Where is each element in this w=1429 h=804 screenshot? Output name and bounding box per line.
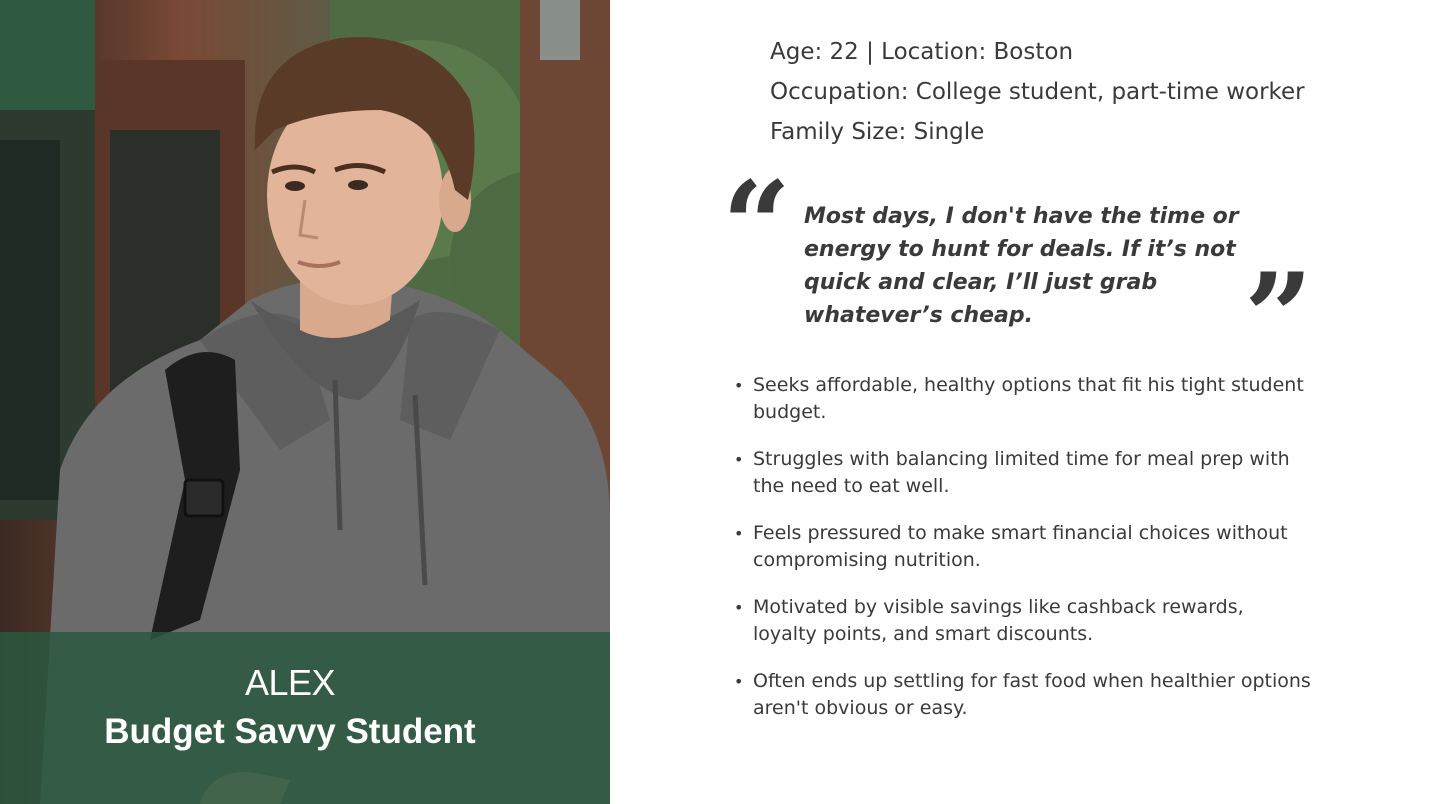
traits-list: [732, 372, 1312, 742]
demographic-family-size: Family Size: Single: [770, 119, 985, 145]
persona-role: Budget Savvy Student: [104, 712, 476, 751]
demographics-list: [770, 32, 1370, 152]
persona-quote: Most days, I don't have the time or energy to hunt for deals. If it’s not quick and clear, I’ll just grab whatever’s cheap.: [804, 204, 1239, 328]
demographic-age-location: Age: 22 | Location: Boston: [770, 39, 1074, 65]
trait-item: • Feels pressured to make smart financial choices without compromising nutrition.: [732, 520, 1312, 574]
trait-item: • Struggles with balancing limited time for meal prep with the need to eat well.: [732, 446, 1312, 500]
open-quote-icon: “: [722, 155, 792, 296]
persona-photo: [0, 0, 610, 804]
demographic-occupation: Occupation: College student, part-time worker: [770, 79, 1305, 105]
trait-item: • Motivated by visible savings like cashback rewards, loyalty points, and smart discounts.: [732, 594, 1312, 648]
trait-item: • Seeks affordable, healthy options that fit his tight student budget.: [732, 372, 1312, 426]
trait-item: • Often ends up settling for fast food when healthier options aren't obvious or easy.: [732, 668, 1312, 722]
persona-name: ALEX: [244, 662, 336, 703]
close-quote-icon: ”: [1244, 247, 1314, 388]
